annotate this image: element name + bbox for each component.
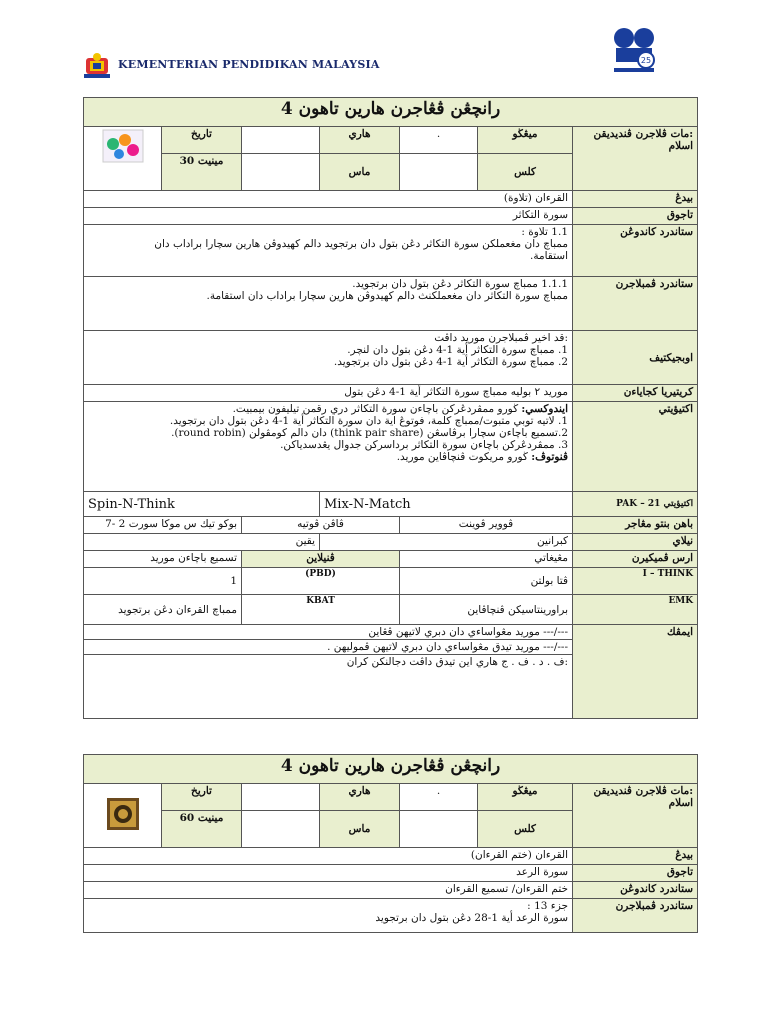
tajuk-label: تاجوق	[573, 208, 698, 225]
aras-label: ارس ڤميكيرن	[573, 551, 698, 568]
objektif-label: اوبجيكتيف	[573, 331, 698, 385]
sp-line: 1.1.1 ممباچ سورة التكاثر دڠن بتول دان برتجويد.	[352, 278, 568, 290]
nilai-value-a: كبرانين	[320, 534, 573, 551]
impak-line: ---/--- موريد مڠواساءي دان دبري لاتيهن ڤڠاين	[84, 625, 572, 640]
objektif-line: 2. ممباچ سورة التكاثر أية 1-4 دڠن بتول دان برتجويد.	[333, 356, 568, 368]
malaysia-crest-icon	[82, 52, 112, 80]
ithink-value: ڤتا بولتن	[400, 568, 573, 595]
pak21-label: اكتيؤيتي PAK – 21	[573, 492, 698, 517]
bahan-label: باهن بنتو مڠاجر	[573, 517, 698, 534]
nilai-label: نيلاي	[573, 534, 698, 551]
duration-value: 30 مينيت	[162, 154, 242, 191]
bahan-value-b: ڤاڤن ڤوتيه	[242, 517, 400, 534]
minggu-value: .	[400, 784, 478, 811]
tarikh-value	[242, 127, 320, 154]
minggu-value: .	[400, 127, 478, 154]
bahan-value-a: ڤووير ڤوينت	[400, 517, 573, 534]
pak21-activity-b: Mix-N-Match	[320, 492, 573, 517]
standard-kandungan-label: ستاندرد كاندوڠن	[573, 882, 698, 899]
standard-pembelajaran-value	[84, 899, 573, 933]
objektif-line: :قد اخير ڤمبلاجرن موريد داڤت	[434, 332, 568, 344]
sk-line: ممباچ دان مغعملكن سورة التكاثر دڠن بتول دان برتجويد دالم كهيدوڤن هارين سچارا براداب دان	[154, 238, 568, 250]
kelas-label: كلس	[478, 154, 573, 191]
aktiviti-label: اكتيؤيتي	[573, 402, 698, 492]
lesson-plan-table-1	[83, 97, 698, 719]
hari-label: هاري	[320, 127, 400, 154]
mata-pelajaran-label: :مات ڤلاجرن ڤنديديقن اسلام	[573, 127, 698, 191]
duration-value: 60 مينيت	[162, 811, 242, 848]
aktiviti-item: 1. لاتيه توبي متبوت/ممباچ كلمة، فوتوڠ اية دان سورة التكاثر أية 1-4 دڠن بتول دان برتجويد.	[169, 415, 568, 427]
sp-line: ممباچ سورة التكاثر دان مغعملكنث دالم كهيدوڤن هارين سچارا براداب دان استقامة.	[206, 290, 568, 302]
kbat-label: KBAT	[242, 595, 400, 625]
objektif-value	[84, 331, 573, 385]
tajuk-label: تاجوق	[573, 865, 698, 882]
penutup-line	[88, 451, 568, 463]
tarikh-label: تاريخ	[162, 127, 242, 154]
sp-line: جزء 13 :	[527, 900, 568, 912]
induksi-line	[88, 403, 568, 415]
kelas-value	[400, 811, 478, 848]
minggu-label: ميڠڬو	[478, 127, 573, 154]
masa-label: ماس	[320, 154, 400, 191]
tarikh-label: تاريخ	[162, 784, 242, 811]
standard-kandungan-label: ستاندرد كاندوڠن	[573, 225, 698, 277]
impak-line: :ف . د . ف . ج هاري اين تيدق داڤت دجالنكن كران	[346, 656, 568, 668]
standard-kandungan-value	[84, 225, 573, 277]
lesson-plan-table-2	[83, 754, 698, 933]
bidang-value: القرءان (ختم القرءان)	[84, 848, 573, 865]
ministry-name: KEMENTERIAN PENDIDIKAN MALAYSIA	[118, 58, 380, 71]
pbd-value: 1	[84, 568, 242, 595]
kriteria-label: كريتيريا كجاياءن	[573, 385, 698, 402]
sk-line: استقامة.	[530, 250, 568, 262]
standard-kandungan-value: ختم القرءان/ تسميع القرءان	[84, 882, 573, 899]
bidang-label: بيدڠ	[573, 191, 698, 208]
standard-pembelajaran-value	[84, 277, 573, 331]
penilaian-value: تسميع باچاءن موريد	[84, 551, 242, 568]
bidang-value: القرءان (تلاوة)	[84, 191, 573, 208]
quran-emblem-icon	[106, 797, 140, 831]
tajuk-value: سورة الرعد	[84, 865, 573, 882]
objektif-line: 1. ممباچ سورة التكاثر أية 1-4 دڠن بتول دان لنچر.	[347, 344, 568, 356]
plan-title: رانچڠن ڤڠاجرن هارين تاهون 4	[84, 98, 698, 127]
sk-line: 1.1 تلاوة :	[521, 226, 568, 238]
mata-pelajaran-label: :مات ڤلاجرن ڤنديديقن اسلام	[573, 784, 698, 848]
plan-title: رانچڠن ڤڠاجرن هارين تاهون 4	[84, 755, 698, 784]
kelas-label: كلس	[478, 811, 573, 848]
impak-label: ايمڤك	[573, 625, 698, 719]
emk-label: EMK	[573, 595, 698, 625]
ithink-label: I – THINK	[573, 568, 698, 595]
emk-value: براورينتاسيكن ڤنچاڤاين	[400, 595, 573, 625]
masa-value	[242, 154, 320, 191]
hari-label: هاري	[320, 784, 400, 811]
emblem-cell	[84, 784, 162, 848]
impak-value	[84, 625, 573, 719]
bidang-label: بيدڠ	[573, 848, 698, 865]
sp-line: سورة الرعد أية 1-28 دڠن بتول دان برتجويد	[375, 912, 568, 924]
induksi-heading: ايندوكسي:	[521, 403, 568, 415]
svg-text:25: 25	[640, 56, 652, 65]
masa-value	[242, 811, 320, 848]
impak-line: ---/--- موريد تيدق مڠواساءي دان دبري لاتيهن ڤموليهن .	[84, 640, 572, 655]
bahan-value-c: بوكو تيك س موكا سورت 2 -7	[84, 517, 242, 534]
penutup-text: ڬورو مريكوت ڤنچاڤاين موريد.	[396, 451, 532, 463]
school-logo-icon	[606, 22, 662, 78]
aras-value: مڠيغاتي	[400, 551, 573, 568]
book-cover-cell	[84, 127, 162, 191]
standard-pembelajaran-label: ستاندرد ڤمبلاجرن	[573, 277, 698, 331]
aktiviti-item: 2.تسميع باچاءن سچارا برڤاسڠن (think pair share) دان دالم كومڤولن (round robin).	[171, 427, 568, 439]
kbat-value: ممباچ القرءان دڠن برتجويد	[84, 595, 242, 625]
pak21-activity-a: Spin-N-Think	[84, 492, 320, 517]
kriteria-value: موريد ٢ بوليه ممباچ سورة التكاثر أية 1-4 دڠن بتول	[84, 385, 573, 402]
minggu-label: ميڠڬو	[478, 784, 573, 811]
nilai-value-b: يقين	[84, 534, 320, 551]
pbd-label: (PBD)	[242, 568, 400, 595]
aktiviti-value	[84, 402, 573, 492]
kelas-value	[400, 154, 478, 191]
aktiviti-item: 3. ممڤردڠركن باچاءن سورة التكاثر برداسركن جدوال يڠدسدياكن.	[280, 439, 568, 451]
standard-pembelajaran-label: ستاندرد ڤمبلاجرن	[573, 899, 698, 933]
page-header	[0, 0, 768, 90]
induksi-text: ڬورو ممڤردڠركن باچاءن سورة التكاثر دري رقمن تيليفون بيمبيت.	[232, 403, 522, 415]
penilaian-label: ڤنيلاين	[242, 551, 400, 568]
tajuk-value: سورة التكاثر	[84, 208, 573, 225]
penutup-heading: ڤنوتوڤ:	[531, 451, 568, 463]
tarikh-value	[242, 784, 320, 811]
masa-label: ماس	[320, 811, 400, 848]
book-cover-icon	[101, 128, 145, 164]
